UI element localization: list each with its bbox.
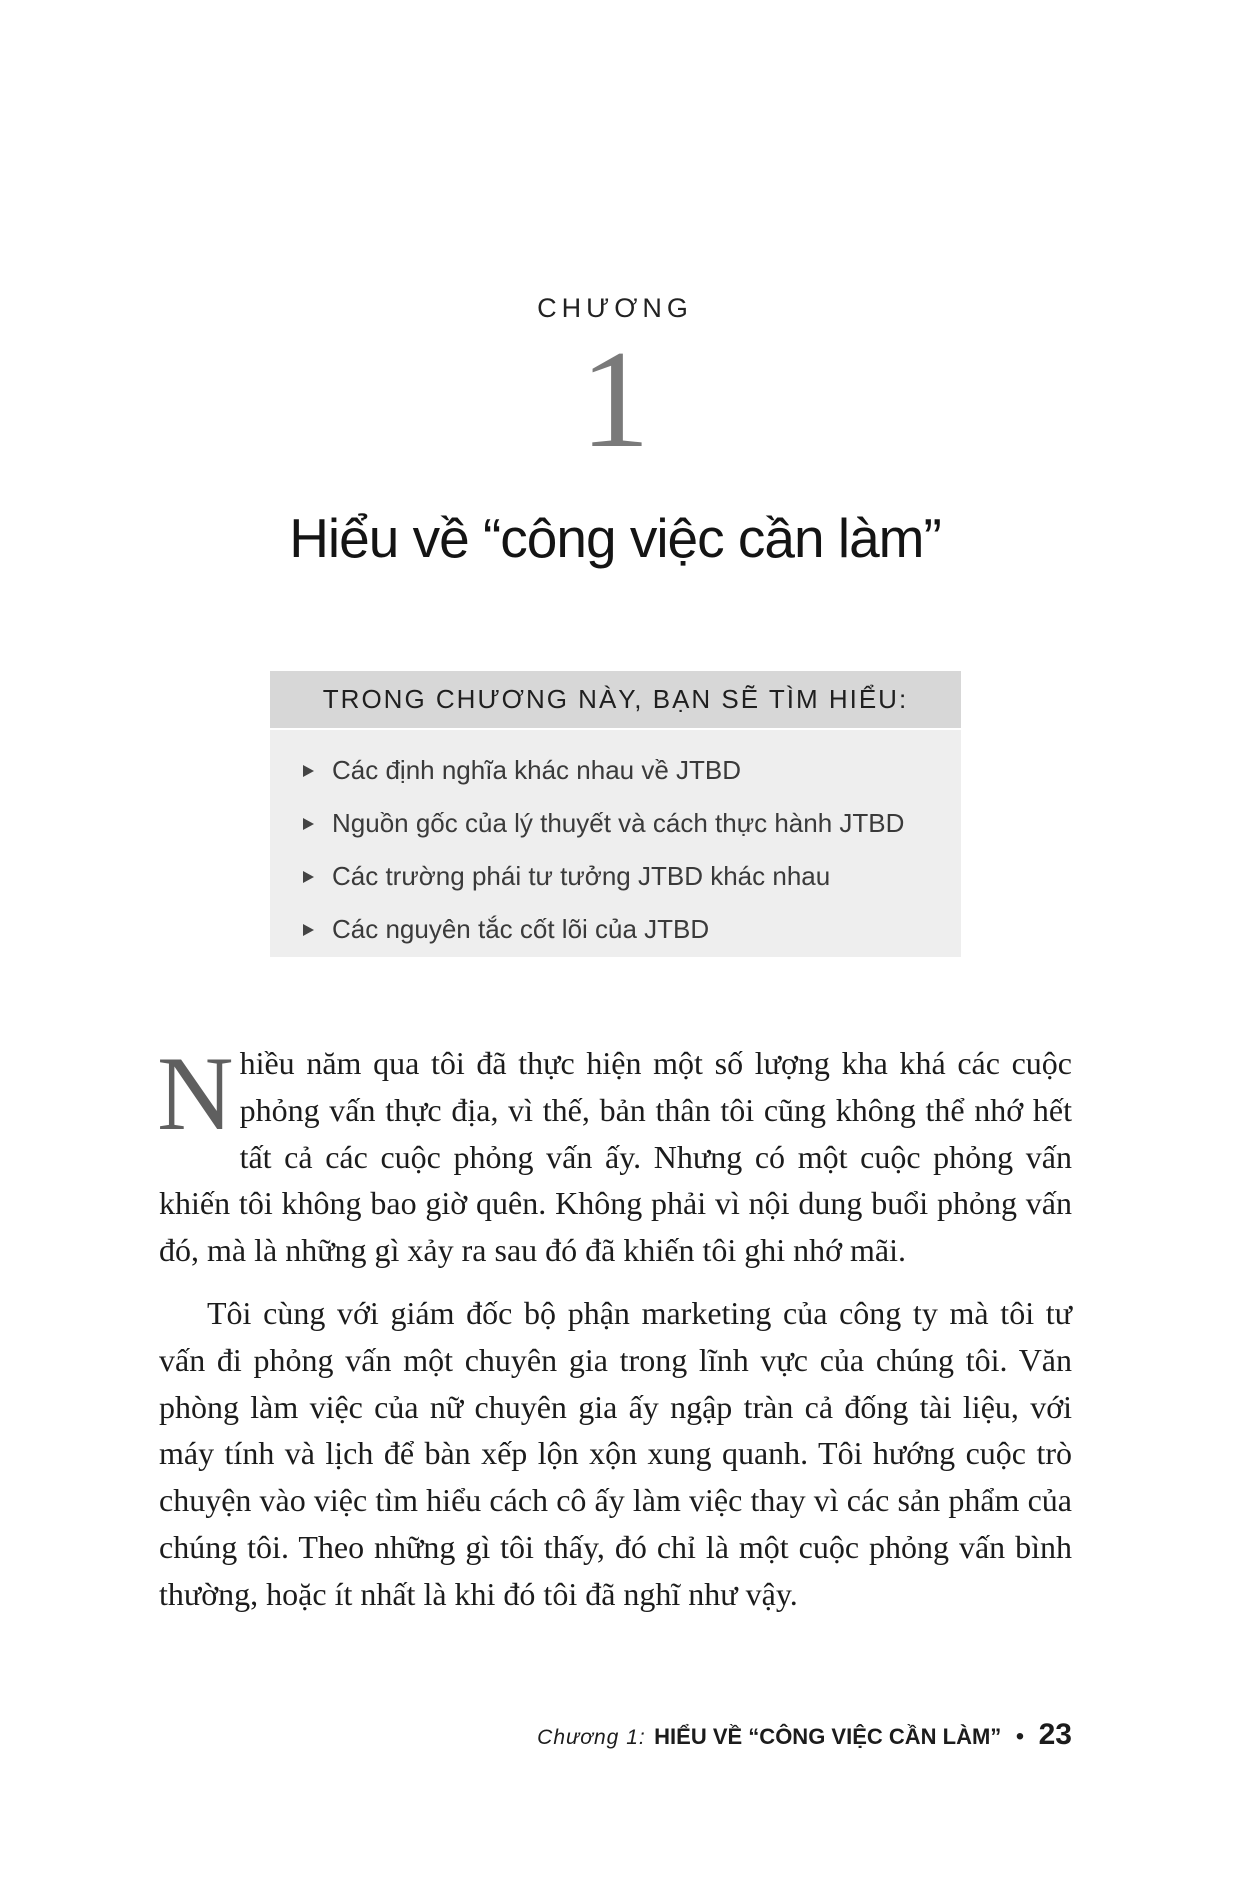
list-item [270, 850, 961, 903]
learning-objectives-box [270, 671, 961, 957]
chapter-title: Hiểu về “công việc cần làm” [289, 507, 941, 569]
list-item-text: Các nguyên tắc cốt lõi của JTBD [332, 914, 710, 944]
chapter-label: CHƯƠNG [537, 293, 693, 323]
learning-objectives-header: TRONG CHƯƠNG NÀY, BẠN SẼ TÌM HIỂU: [270, 671, 961, 730]
running-footer [0, 1718, 1072, 1752]
list-item-text: Các định nghĩa khác nhau về JTBD [332, 755, 742, 785]
list-item [270, 797, 961, 850]
body-paragraph-1-text: hiều năm qua tôi đã thực hiện một số lượng kha khá các cuộc phỏng vấn thực địa, vì thế, bản thân tôi cũng không thể nhớ hết tất cả các cuộc phỏng vấn ấy. Nhưng có một cuộc phỏng vấn khiến tôi không bao giờ quên. Không phải vì nội dung buổi phỏng vấn đó, mà là những gì xảy ra sau đó đã khiến tôi ghi nhớ mãi. [159, 1045, 1072, 1269]
drop-cap: N [157, 1035, 234, 1152]
page-number: 23 [1038, 1718, 1072, 1751]
triangle-bullet-icon [303, 765, 314, 777]
footer-separator: • [1015, 1723, 1025, 1750]
footer-chapter-label: Chương 1: [537, 1726, 646, 1749]
triangle-bullet-icon [303, 871, 314, 883]
footer-chapter-title: HIỂU VỀ “CÔNG VIỆC CẦN LÀM” [654, 1724, 1002, 1749]
body-paragraph-1 [157, 1035, 1072, 1274]
triangle-bullet-icon [303, 818, 314, 830]
list-item [270, 744, 961, 797]
list-item [270, 903, 961, 956]
learning-objectives-list [270, 730, 961, 956]
list-item-text: Nguồn gốc của lý thuyết và cách thực hành JTBD [332, 808, 905, 838]
list-item-text: Các trường phái tư tưởng JTBD khác nhau [332, 861, 831, 891]
body-paragraph-2: Tôi cùng với giám đốc bộ phận marketing của công ty mà tôi tư vấn đi phỏng vấn một chuyên gia trong lĩnh vực của chúng tôi. Văn phòng làm việc của nữ chuyên gia ấy ngập tràn cả đống tài liệu, với máy tính và lịch để bàn xếp lộn xộn xung quanh. Tôi hướng cuộc trò chuyện vào việc tìm hiểu cách cô ấy làm việc thay vì các sản phẩm của chúng tôi. Theo những gì tôi thấy, đó chỉ là một cuộc phỏng vấn bình thường, hoặc ít nhất là khi đó tôi đã nghĩ như vậy. [159, 1295, 1072, 1612]
triangle-bullet-icon [303, 924, 314, 936]
chapter-number: 1 [580, 322, 650, 477]
